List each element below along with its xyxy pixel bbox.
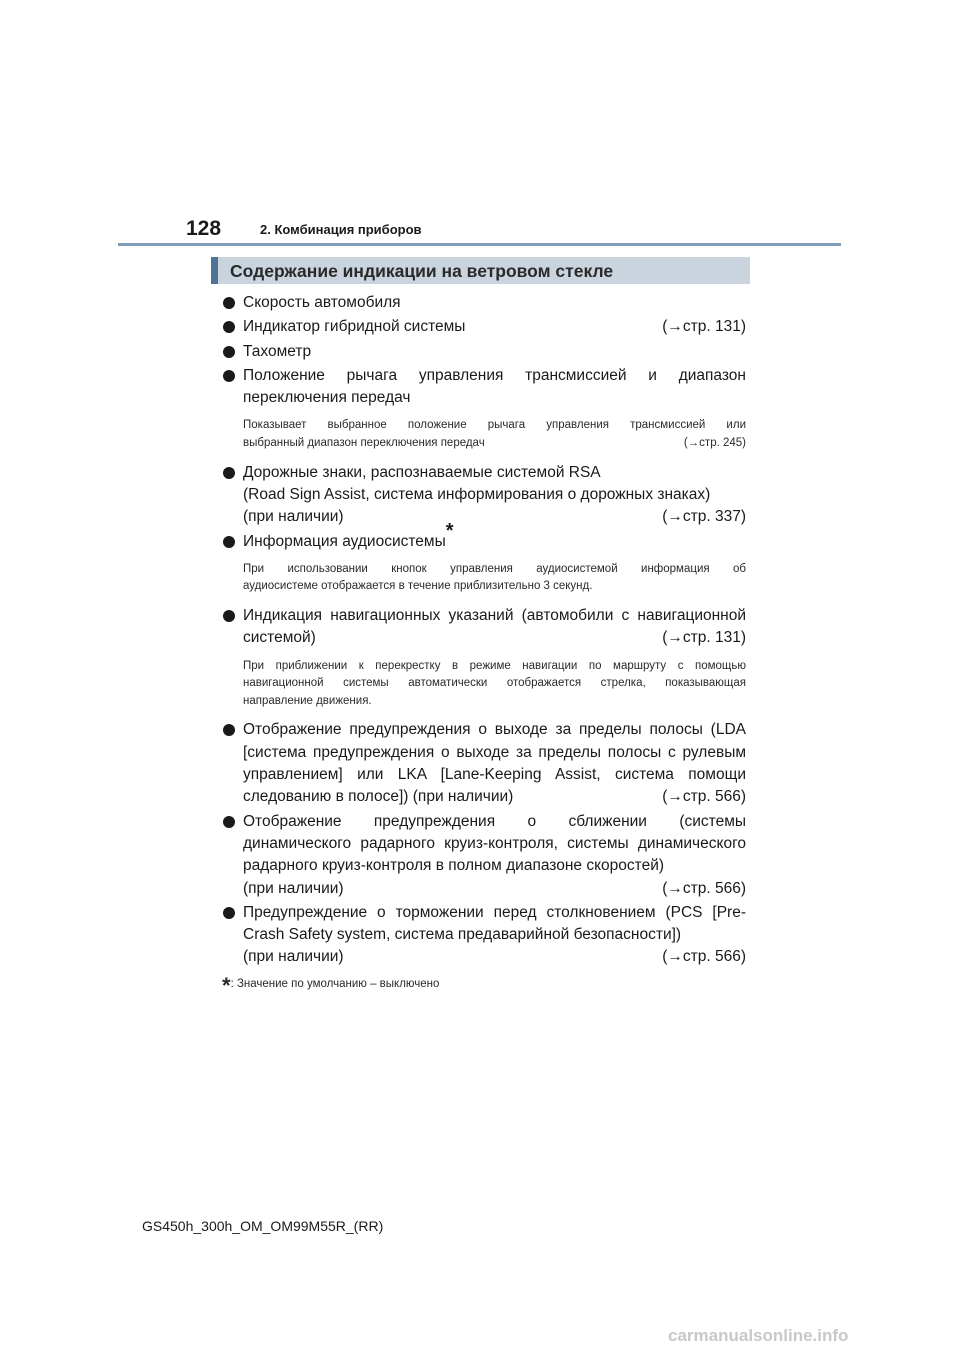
- content: [222, 290, 746, 998]
- item-line: (Road Sign Assist, система информирования о дорожных знаках): [243, 485, 711, 503]
- watermark: carmanualsonline.info: [668, 1326, 849, 1345]
- bullet-icon: [223, 724, 235, 736]
- list-item: [222, 811, 746, 900]
- item-line: управлением] или LKA [Lane-Keeping Assist, система помощи: [243, 766, 746, 784]
- bullet-icon: [223, 536, 235, 548]
- note-shift: [222, 417, 746, 452]
- page-reference: (→стр. 566): [662, 948, 746, 966]
- footer-code: GS450h_300h_OM_OM99M55R_(RR): [142, 1218, 384, 1234]
- item-ref-text: (при наличии): [243, 879, 344, 897]
- item-line: [243, 520, 746, 553]
- note-line: При приближении к перекрестку в режиме навигации по маршруту с помощью: [243, 659, 746, 672]
- list-item: [222, 902, 746, 969]
- item-line: Индикация навигационных указаний (автомобили с навигационной: [243, 607, 746, 625]
- note-ref-line: [243, 435, 746, 453]
- item-ref-text: следованию в полосе]) (при наличии): [243, 788, 514, 806]
- page-reference: (→стр. 245): [683, 437, 746, 450]
- bullet-icon: [223, 467, 235, 479]
- item-line: Дорожные знаки, распознаваемые системой RSA: [243, 463, 601, 481]
- footnote: [222, 972, 746, 998]
- list-item: [222, 316, 746, 338]
- item-ref-text: (при наличии): [243, 948, 344, 966]
- item-line: [система предупреждения о выходе за пределы полосы с рулевым: [243, 743, 746, 761]
- item-line: динамического радарного круиз-контроля, системы динамического: [243, 834, 746, 852]
- item-ref-text: Индикатор гибридной системы: [243, 318, 466, 336]
- bullet-icon: [223, 610, 235, 622]
- list-item: [222, 462, 746, 529]
- footnote-text: : Значение по умолчанию – выключено: [230, 977, 440, 990]
- note-line: Показывает выбранное положение рычага управления трансмиссией или: [243, 419, 746, 432]
- item-line: переключения передач: [243, 389, 411, 407]
- item-ref-text: системой): [243, 629, 316, 647]
- item-ref-line: [243, 946, 746, 968]
- item-line: Отображение предупреждения о выходе за пределы полосы (LDA: [243, 721, 746, 739]
- item-line: Crash Safety system, система предаварийной безопасности]): [243, 926, 682, 944]
- note-navigation: [222, 658, 746, 711]
- page-reference: (→стр. 337): [662, 508, 746, 526]
- page-reference: (→стр. 131): [662, 629, 746, 647]
- item-ref-line: [243, 878, 746, 900]
- item-ref-line: [243, 786, 746, 808]
- section-title: 2. Комбинация приборов: [260, 222, 422, 237]
- item-ref-line: [243, 627, 746, 649]
- note-line: аудиосистеме отображается в течение приблизительно 3 секунд.: [243, 580, 593, 593]
- item-line: Тахометр: [243, 342, 312, 360]
- page-reference: (→стр. 131): [662, 318, 746, 336]
- bullet-icon: [223, 816, 235, 828]
- bullet-icon: [223, 346, 235, 358]
- page-reference: (→стр. 566): [662, 788, 746, 806]
- header-rule: [118, 243, 841, 246]
- item-ref-line: [243, 316, 746, 338]
- item-line: Скорость автомобиля: [243, 294, 401, 311]
- page-number: 128: [186, 217, 222, 240]
- item-line: Положение рычага управления трансмиссией и диапазон: [243, 366, 746, 384]
- note-ref-text: выбранный диапазон переключения передач: [243, 437, 485, 450]
- asterisk-mark: *: [445, 520, 454, 543]
- bullet-icon: [223, 321, 235, 333]
- item-text: Информация аудиосистемы: [243, 532, 446, 550]
- item-line: Предупреждение о торможении перед столкновением (PCS [Pre-: [243, 903, 746, 921]
- bullet-icon: [223, 297, 235, 309]
- list-item: [222, 719, 746, 808]
- item-line: радарного круиз-контроля в полном диапазоне скоростей): [243, 857, 665, 875]
- bullet-icon: [223, 370, 235, 382]
- title-bar: [211, 257, 750, 284]
- note-line: навигационной системы автоматически отображается стрелка, показывающая: [243, 677, 746, 690]
- note-line: При использовании кнопок управления аудиосистемой информация об: [243, 562, 746, 575]
- page-reference: (→стр. 566): [662, 879, 746, 897]
- list-item: [222, 365, 746, 410]
- list-item: [222, 341, 746, 363]
- note-audio: [222, 561, 746, 596]
- item-ref-line: [243, 506, 746, 528]
- list-item: [222, 605, 746, 650]
- note-line: направление движения.: [243, 694, 372, 707]
- asterisk-mark: *: [222, 972, 231, 998]
- item-line: Отображение предупреждения о сближении (системы: [243, 812, 746, 830]
- bullet-icon: [223, 907, 235, 919]
- page-title: Содержание индикации на ветровом стекле: [230, 261, 614, 281]
- list-item: [222, 520, 746, 553]
- list-item: [222, 292, 746, 314]
- item-ref-text: (при наличии): [243, 508, 344, 526]
